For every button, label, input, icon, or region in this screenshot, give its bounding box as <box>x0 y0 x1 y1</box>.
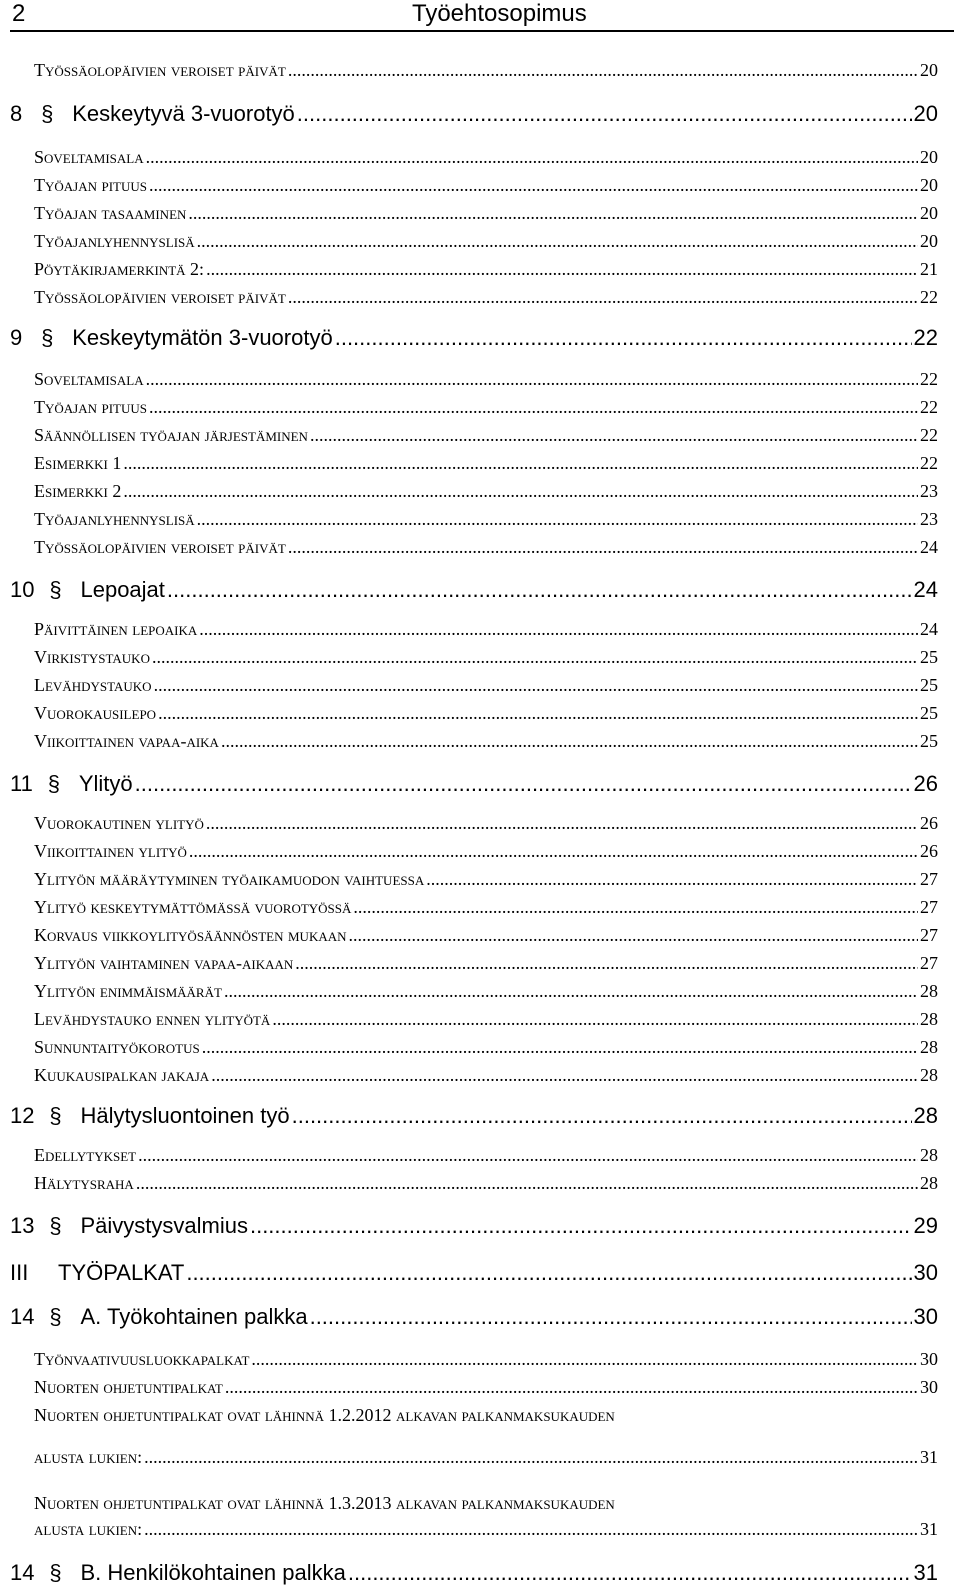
section-number: 14 <box>10 1304 35 1329</box>
entry-title: A. Työkohtainen palkka <box>80 1304 308 1329</box>
leader-dots <box>202 1037 918 1058</box>
toc-subentry[interactable] <box>0 1065 960 1089</box>
entry-title: Työssäolopäivien veroiset päivät <box>34 287 286 307</box>
leader-dots <box>297 101 912 127</box>
document-title: Työehtosopimus <box>412 0 587 27</box>
section-number: 10 <box>10 577 35 602</box>
entry-page-number: 26 <box>920 813 938 833</box>
entry-title: Ylityö keskeytymättömässä vuorotyössä <box>34 897 352 917</box>
leader-dots <box>335 325 912 351</box>
toc-subentry[interactable] <box>0 925 960 949</box>
entry-page-number: 28 <box>920 1009 938 1029</box>
section-symbol: § <box>49 1304 62 1329</box>
section-symbol: § <box>41 101 54 126</box>
leader-dots <box>426 869 918 890</box>
leader-dots <box>288 60 918 81</box>
entry-page-number: 21 <box>920 259 938 279</box>
section-symbol: § <box>41 325 54 350</box>
entry-title: Sunnuntaityökorotus <box>34 1037 200 1057</box>
toc-subentry[interactable] <box>0 731 960 755</box>
entry-title: Korvaus viikkoylityösäännösten mukaan <box>34 925 347 945</box>
entry-page-number: 24 <box>920 537 938 557</box>
toc-subentry[interactable] <box>0 1519 960 1543</box>
toc-subentry[interactable] <box>0 231 960 255</box>
entry-page-number: 22 <box>920 397 938 417</box>
entry-title: Työajan tasaaminen <box>34 203 187 223</box>
entry-title: Työajan pituus <box>34 175 148 195</box>
toc-subentry[interactable] <box>0 60 960 84</box>
leader-dots <box>353 897 918 918</box>
section-symbol: § <box>47 771 60 796</box>
toc-subentry[interactable] <box>0 813 960 837</box>
leader-dots <box>144 1447 918 1468</box>
section-symbol: § <box>49 577 62 602</box>
entry-page-number: 20 <box>920 60 938 80</box>
entry-title: Ylityö <box>78 771 133 796</box>
entry-title: Nuorten ohjetuntipalkat ovat lähinnä 1.3.2013 alkavan palkanmaksukauden <box>34 1493 615 1513</box>
entry-page-number: 30 <box>920 1377 938 1397</box>
toc-entry-line[interactable] <box>0 1493 960 1517</box>
entry-page-number: 27 <box>920 953 938 973</box>
entry-page-number: 27 <box>920 897 938 917</box>
entry-page-number: 20 <box>913 101 938 126</box>
entry-title: Virkistystauko <box>34 647 150 667</box>
entry-title: Levähdystauko ennen ylityötä <box>34 1009 271 1029</box>
leader-dots <box>146 369 918 390</box>
leader-dots <box>123 481 918 502</box>
section-symbol: § <box>49 1213 62 1238</box>
toc-subentry[interactable] <box>0 1173 960 1197</box>
leader-dots <box>149 397 918 418</box>
page-number: 2 <box>12 0 26 27</box>
toc-subentry[interactable] <box>0 509 960 533</box>
entry-title: Päivittäinen lepoaika <box>34 619 198 639</box>
toc-subentry[interactable] <box>0 1037 960 1061</box>
entry-page-number: 20 <box>920 147 938 167</box>
entry-page-number: 27 <box>920 869 938 889</box>
toc-subentry[interactable] <box>0 953 960 977</box>
toc-subentry[interactable] <box>0 675 960 699</box>
entry-page-number: 26 <box>920 841 938 861</box>
entry-title: Edellytykset <box>34 1145 137 1165</box>
entry-page-number: 22 <box>913 325 938 350</box>
entry-page-number: 31 <box>920 1447 938 1467</box>
section-symbol: § <box>49 1103 62 1128</box>
entry-page-number: 25 <box>920 647 938 667</box>
leader-dots <box>288 537 918 558</box>
leader-dots <box>211 1065 918 1086</box>
entry-title: Vuorokautinen ylityö <box>34 813 204 833</box>
entry-title: Ylityön vaihtaminen vapaa-aikaan <box>34 953 294 973</box>
toc-subentry[interactable] <box>0 425 960 449</box>
leader-dots <box>250 1213 912 1239</box>
leader-dots <box>186 1260 911 1286</box>
entry-title: Säännöllisen työajan järjestäminen <box>34 425 308 445</box>
leader-dots <box>206 259 918 280</box>
leader-dots <box>158 703 918 724</box>
entry-page-number: 23 <box>920 481 938 501</box>
toc-section-entry[interactable] <box>0 577 960 607</box>
entry-page-number: 24 <box>920 619 938 639</box>
leader-dots <box>292 1103 912 1129</box>
entry-title: Esimerkki 1 <box>34 453 122 473</box>
leader-dots <box>189 841 918 862</box>
entry-page-number: 22 <box>920 369 938 389</box>
entry-page-number: 20 <box>920 231 938 251</box>
section-number: 9 <box>10 325 23 350</box>
entry-title: alusta lukien: <box>34 1519 143 1539</box>
section-number: 12 <box>10 1103 35 1128</box>
toc-part-entry[interactable] <box>0 1260 960 1290</box>
entry-page-number: 31 <box>913 1560 938 1585</box>
leader-dots <box>123 453 918 474</box>
entry-page-number: 23 <box>920 509 938 529</box>
toc-subentry[interactable] <box>0 703 960 727</box>
entry-title: Nuorten ohjetuntipalkat <box>34 1377 223 1397</box>
entry-title: Hälytysluontoinen työ <box>80 1103 290 1128</box>
entry-title: Ylityön määräytyminen työaikamuodon vaihtuessa <box>34 869 425 889</box>
entry-page-number: 24 <box>913 577 938 602</box>
entry-page-number: 30 <box>913 1304 938 1329</box>
entry-page-number: 28 <box>913 1103 938 1128</box>
leader-dots <box>251 1349 918 1370</box>
entry-title: Työajanlyhennyslisä <box>34 231 195 251</box>
toc-section-entry[interactable] <box>0 1304 960 1334</box>
entry-title: TYÖPALKAT <box>58 1260 185 1285</box>
entry-title: Päivystysvalmius <box>80 1213 248 1238</box>
entry-page-number: 30 <box>913 1260 938 1285</box>
toc-subentry[interactable] <box>0 175 960 199</box>
section-number: 8 <box>10 101 23 126</box>
leader-dots <box>310 1304 912 1330</box>
toc-section-entry[interactable] <box>0 1213 960 1243</box>
entry-page-number: 31 <box>920 1519 938 1539</box>
leader-dots <box>221 731 918 752</box>
entry-page-number: 29 <box>913 1213 938 1238</box>
leader-dots <box>197 231 918 252</box>
toc-subentry[interactable] <box>0 869 960 893</box>
entry-title: Ylityön enimmäismäärät <box>34 981 222 1001</box>
entry-title: Kuukausipalkan jakaja <box>34 1065 210 1085</box>
toc-subentry[interactable] <box>0 1349 960 1373</box>
entry-page-number: 28 <box>920 1145 938 1165</box>
entry-page-number: 30 <box>920 1349 938 1369</box>
entry-page-number: 28 <box>920 981 938 1001</box>
entry-title: Työajan pituus <box>34 397 148 417</box>
leader-dots <box>149 175 918 196</box>
toc-section-entry[interactable] <box>0 101 960 131</box>
entry-page-number: 22 <box>920 453 938 473</box>
entry-title: Levähdystauko <box>34 675 152 695</box>
entry-title: Työnvaativuusluokkapalkat <box>34 1349 250 1369</box>
leader-dots <box>272 1009 918 1030</box>
section-number: 13 <box>10 1213 35 1238</box>
leader-dots <box>138 1145 918 1166</box>
toc-section-entry[interactable] <box>0 771 960 801</box>
toc-subentry[interactable] <box>0 1009 960 1033</box>
toc-subentry[interactable] <box>0 1145 960 1169</box>
entry-title: Lepoajat <box>80 577 165 602</box>
entry-title: Esimerkki 2 <box>34 481 122 501</box>
leader-dots <box>295 953 918 974</box>
entry-title: Soveltamisala <box>34 147 144 167</box>
toc-subentry[interactable] <box>0 481 960 505</box>
entry-title: alusta lukien: <box>34 1447 143 1467</box>
entry-title: B. Henkilökohtainen palkka <box>80 1560 346 1585</box>
entry-page-number: 20 <box>920 175 938 195</box>
entry-title: Vuorokausilepo <box>34 703 157 723</box>
entry-page-number: 28 <box>920 1037 938 1057</box>
entry-page-number: 27 <box>920 925 938 945</box>
toc-subentry[interactable] <box>0 1447 960 1471</box>
leader-dots <box>348 1560 912 1586</box>
entry-title: Keskeytyvä 3-vuorotyö <box>72 101 295 126</box>
leader-dots <box>310 425 918 446</box>
leader-dots <box>288 287 918 308</box>
toc-subentry[interactable] <box>0 147 960 171</box>
leader-dots <box>144 1519 918 1540</box>
leader-dots <box>188 203 918 224</box>
leader-dots <box>146 147 918 168</box>
leader-dots <box>154 675 918 696</box>
entry-page-number: 22 <box>920 425 938 445</box>
toc-subentry[interactable] <box>0 1377 960 1401</box>
entry-page-number: 28 <box>920 1173 938 1193</box>
leader-dots <box>197 509 918 530</box>
section-symbol: § <box>49 1560 62 1585</box>
toc-section-entry[interactable] <box>0 1103 960 1133</box>
entry-title: Keskeytymätön 3-vuorotyö <box>72 325 333 350</box>
entry-title: Työssäolopäivien veroiset päivät <box>34 537 286 557</box>
leader-dots <box>167 577 912 603</box>
toc-section-entry[interactable] <box>0 325 960 355</box>
toc-subentry[interactable] <box>0 647 960 671</box>
section-number: 14 <box>10 1560 35 1585</box>
entry-page-number: 26 <box>913 771 938 796</box>
toc-subentry[interactable] <box>0 259 960 283</box>
page-header <box>10 0 954 32</box>
toc-section-entry[interactable] <box>0 1560 960 1590</box>
entry-page-number: 25 <box>920 703 938 723</box>
entry-page-number: 28 <box>920 1065 938 1085</box>
toc-subentry[interactable] <box>0 841 960 865</box>
leader-dots <box>199 619 918 640</box>
leader-dots <box>224 981 918 1002</box>
entry-title: Viikoittainen ylityö <box>34 841 187 861</box>
toc-subentry[interactable] <box>0 619 960 643</box>
leader-dots <box>225 1377 918 1398</box>
toc-subentry[interactable] <box>0 397 960 421</box>
section-number: 11 <box>10 771 33 796</box>
entry-title: Viikoittainen vapaa-aika <box>34 731 219 751</box>
toc-subentry[interactable] <box>0 369 960 393</box>
leader-dots <box>206 813 918 834</box>
entry-title: Työssäolopäivien veroiset päivät <box>34 60 286 80</box>
toc-subentry[interactable] <box>0 203 960 227</box>
leader-dots <box>135 771 912 797</box>
entry-page-number: 25 <box>920 675 938 695</box>
part-number: III <box>10 1260 29 1285</box>
toc-subentry[interactable] <box>0 453 960 477</box>
toc-subentry[interactable] <box>0 981 960 1005</box>
entry-page-number: 25 <box>920 731 938 751</box>
toc-subentry[interactable] <box>0 287 960 311</box>
entry-title: Nuorten ohjetuntipalkat ovat lähinnä 1.2.2012 alkavan palkanmaksukauden <box>34 1405 615 1425</box>
leader-dots <box>152 647 918 668</box>
leader-dots <box>349 925 919 946</box>
entry-title: Hälytysraha <box>34 1173 134 1193</box>
entry-title: Soveltamisala <box>34 369 144 389</box>
toc-subentry[interactable] <box>0 897 960 921</box>
entry-title: Työajanlyhennyslisä <box>34 509 195 529</box>
toc-entry-line[interactable] <box>0 1405 960 1429</box>
entry-page-number: 20 <box>920 203 938 223</box>
entry-title: Pöytäkirjamerkintä 2: <box>34 259 205 279</box>
entry-page-number: 22 <box>920 287 938 307</box>
toc-subentry[interactable] <box>0 537 960 561</box>
leader-dots <box>136 1173 918 1194</box>
